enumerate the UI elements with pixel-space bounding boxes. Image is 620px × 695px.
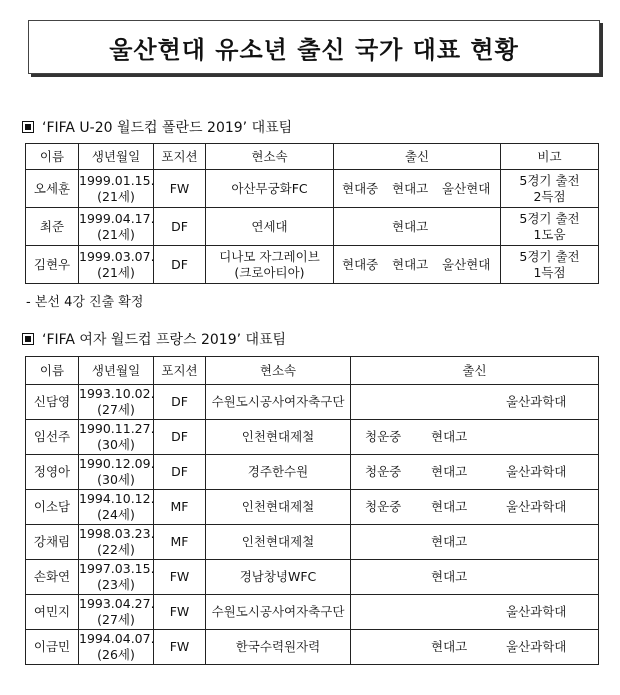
position: DF — [154, 246, 206, 284]
player-name: 여민지 — [26, 595, 79, 630]
origin-cell — [351, 455, 599, 490]
age: (21세) — [97, 226, 135, 242]
origin-3: 울산과학대 — [506, 464, 567, 479]
age: (23세) — [97, 577, 135, 592]
origin-1: 청운중 — [365, 499, 402, 514]
origin-cell — [351, 420, 599, 455]
section2-heading — [22, 329, 286, 349]
position: DF — [154, 455, 206, 490]
position: FW — [154, 170, 206, 208]
birth-cell — [79, 385, 154, 420]
position: FW — [154, 560, 206, 595]
birth-cell — [79, 560, 154, 595]
origin-cell — [334, 170, 501, 208]
player-name: 손화연 — [26, 560, 79, 595]
player-name: 임선주 — [26, 420, 79, 455]
womens-row — [26, 595, 599, 630]
age: (30세) — [97, 472, 135, 487]
womens-header-row — [26, 357, 599, 385]
birth-cell — [79, 525, 154, 560]
birth-cell — [79, 208, 154, 246]
u20-table — [25, 143, 599, 284]
club: 인천현대제철 — [206, 420, 351, 455]
origin-1: 현대중 — [342, 256, 379, 272]
note-line2: 2득점 — [533, 188, 566, 204]
womens-row — [26, 385, 599, 420]
origin-3: 울산현대 — [442, 180, 491, 196]
womens-row — [26, 525, 599, 560]
origin-2: 현대고 — [431, 534, 468, 549]
player-name: 신담영 — [26, 385, 79, 420]
position: DF — [154, 385, 206, 420]
origin-3: 울산과학대 — [506, 394, 567, 409]
birth-date: 1994.10.12. — [79, 491, 155, 506]
section2-title: ‘FIFA 여자 월드컵 프랑스 2019’ 대표팀 — [42, 332, 287, 348]
club: 인천현대제철 — [206, 525, 351, 560]
womens-row — [26, 420, 599, 455]
u20-header-row — [26, 144, 599, 170]
birth-cell — [79, 630, 154, 665]
player-name: 이소담 — [26, 490, 79, 525]
age: (30세) — [97, 437, 135, 452]
origin-1: 청운중 — [365, 464, 402, 479]
note-line2: 1득점 — [533, 264, 566, 280]
birth-cell — [79, 595, 154, 630]
club: 아산무궁화FC — [206, 170, 334, 208]
club: 경남창녕WFC — [206, 560, 351, 595]
player-name: 강채림 — [26, 525, 79, 560]
note-line1: 5경기 출전 — [519, 172, 580, 188]
birth-cell — [79, 170, 154, 208]
origin-3: 울산과학대 — [506, 639, 567, 654]
title-box — [28, 20, 600, 74]
origin-2: 현대고 — [431, 429, 468, 444]
origin-cell — [351, 490, 599, 525]
header-position: 포지션 — [154, 144, 206, 170]
birth-date: 1999.03.07. — [79, 248, 155, 264]
origin-1: 청운중 — [365, 429, 402, 444]
position: FW — [154, 595, 206, 630]
header-origin: 출신 — [351, 357, 599, 385]
birth-date: 1990.12.09. — [79, 456, 155, 471]
header-origin: 출신 — [334, 144, 501, 170]
square-bullet-icon — [22, 121, 34, 133]
club: 경주한수원 — [206, 455, 351, 490]
age: (24세) — [97, 507, 135, 522]
birth-date: 1997.03.15. — [79, 561, 155, 576]
birth-date: 1999.01.15. — [79, 172, 155, 188]
square-bullet-icon — [22, 333, 34, 345]
section1-heading — [22, 117, 292, 137]
position: DF — [154, 208, 206, 246]
position: MF — [154, 525, 206, 560]
club: 디나모 자그레이브 (크로아티아) — [206, 246, 334, 284]
womens-table — [25, 356, 599, 665]
origin-2: 현대고 — [392, 180, 429, 196]
origin-cell — [334, 246, 501, 284]
header-club: 현소속 — [206, 357, 351, 385]
header-name: 이름 — [26, 144, 79, 170]
birth-cell — [79, 455, 154, 490]
origin-2: 현대고 — [431, 569, 468, 584]
position: DF — [154, 420, 206, 455]
birth-cell — [79, 420, 154, 455]
origin-1: 현대중 — [342, 180, 379, 196]
origin-cell — [351, 560, 599, 595]
womens-row — [26, 630, 599, 665]
origin-cell — [351, 630, 599, 665]
club: 수원도시공사여자축구단 — [206, 385, 351, 420]
origin-3: 울산현대 — [442, 256, 491, 272]
header-club: 현소속 — [206, 144, 334, 170]
club: 연세대 — [206, 208, 334, 246]
age: (27세) — [97, 402, 135, 417]
header-name: 이름 — [26, 357, 79, 385]
player-name: 이금민 — [26, 630, 79, 665]
origin-3: 울산과학대 — [506, 499, 567, 514]
club: 수원도시공사여자축구단 — [206, 595, 351, 630]
womens-row — [26, 455, 599, 490]
page-title: 울산현대 유소년 출신 국가 대표 현황 — [109, 35, 519, 64]
birth-date: 1994.04.07. — [79, 631, 155, 646]
birth-date: 1993.04.27. — [79, 596, 155, 611]
club: 한국수력원자력 — [206, 630, 351, 665]
womens-row — [26, 560, 599, 595]
header-birth: 생년월일 — [79, 357, 154, 385]
club: 인천현대제철 — [206, 490, 351, 525]
header-position: 포지션 — [154, 357, 206, 385]
origin-2: 현대고 — [431, 499, 468, 514]
age: (21세) — [97, 188, 135, 204]
origin-2: 현대고 — [392, 218, 429, 234]
player-name: 정영아 — [26, 455, 79, 490]
player-name: 오세훈 — [26, 170, 79, 208]
origin-2: 현대고 — [431, 639, 468, 654]
footnote: - 본선 4강 진출 확정 — [26, 295, 144, 310]
birth-date: 1990.11.27. — [79, 421, 155, 436]
header-note: 비고 — [501, 144, 599, 170]
birth-date: 1993.10.02. — [79, 386, 155, 401]
age: (22세) — [97, 542, 135, 557]
origin-cell — [334, 208, 501, 246]
origin-cell — [351, 385, 599, 420]
birth-date: 1998.03.23. — [79, 526, 155, 541]
player-name: 최준 — [26, 208, 79, 246]
u20-row — [26, 208, 599, 246]
note-line1: 5경기 출전 — [519, 248, 580, 264]
player-name: 김현우 — [26, 246, 79, 284]
origin-cell — [351, 595, 599, 630]
womens-row — [26, 490, 599, 525]
birth-cell — [79, 490, 154, 525]
note-cell — [501, 208, 599, 246]
note-cell — [501, 170, 599, 208]
origin-2: 현대고 — [392, 256, 429, 272]
header-birth: 생년월일 — [79, 144, 154, 170]
note-cell — [501, 246, 599, 284]
origin-3: 울산과학대 — [506, 604, 567, 619]
birth-date: 1999.04.17. — [79, 210, 155, 226]
note-line1: 5경기 출전 — [519, 210, 580, 226]
age: (21세) — [97, 264, 135, 280]
section1-title: ‘FIFA U-20 월드컵 폴란드 2019’ 대표팀 — [42, 120, 293, 136]
origin-cell — [351, 525, 599, 560]
position: FW — [154, 630, 206, 665]
birth-cell — [79, 246, 154, 284]
origin-2: 현대고 — [431, 464, 468, 479]
position: MF — [154, 490, 206, 525]
u20-row — [26, 170, 599, 208]
age: (26세) — [97, 647, 135, 662]
age: (27세) — [97, 612, 135, 627]
note-line2: 1도움 — [533, 226, 566, 242]
u20-row — [26, 246, 599, 284]
